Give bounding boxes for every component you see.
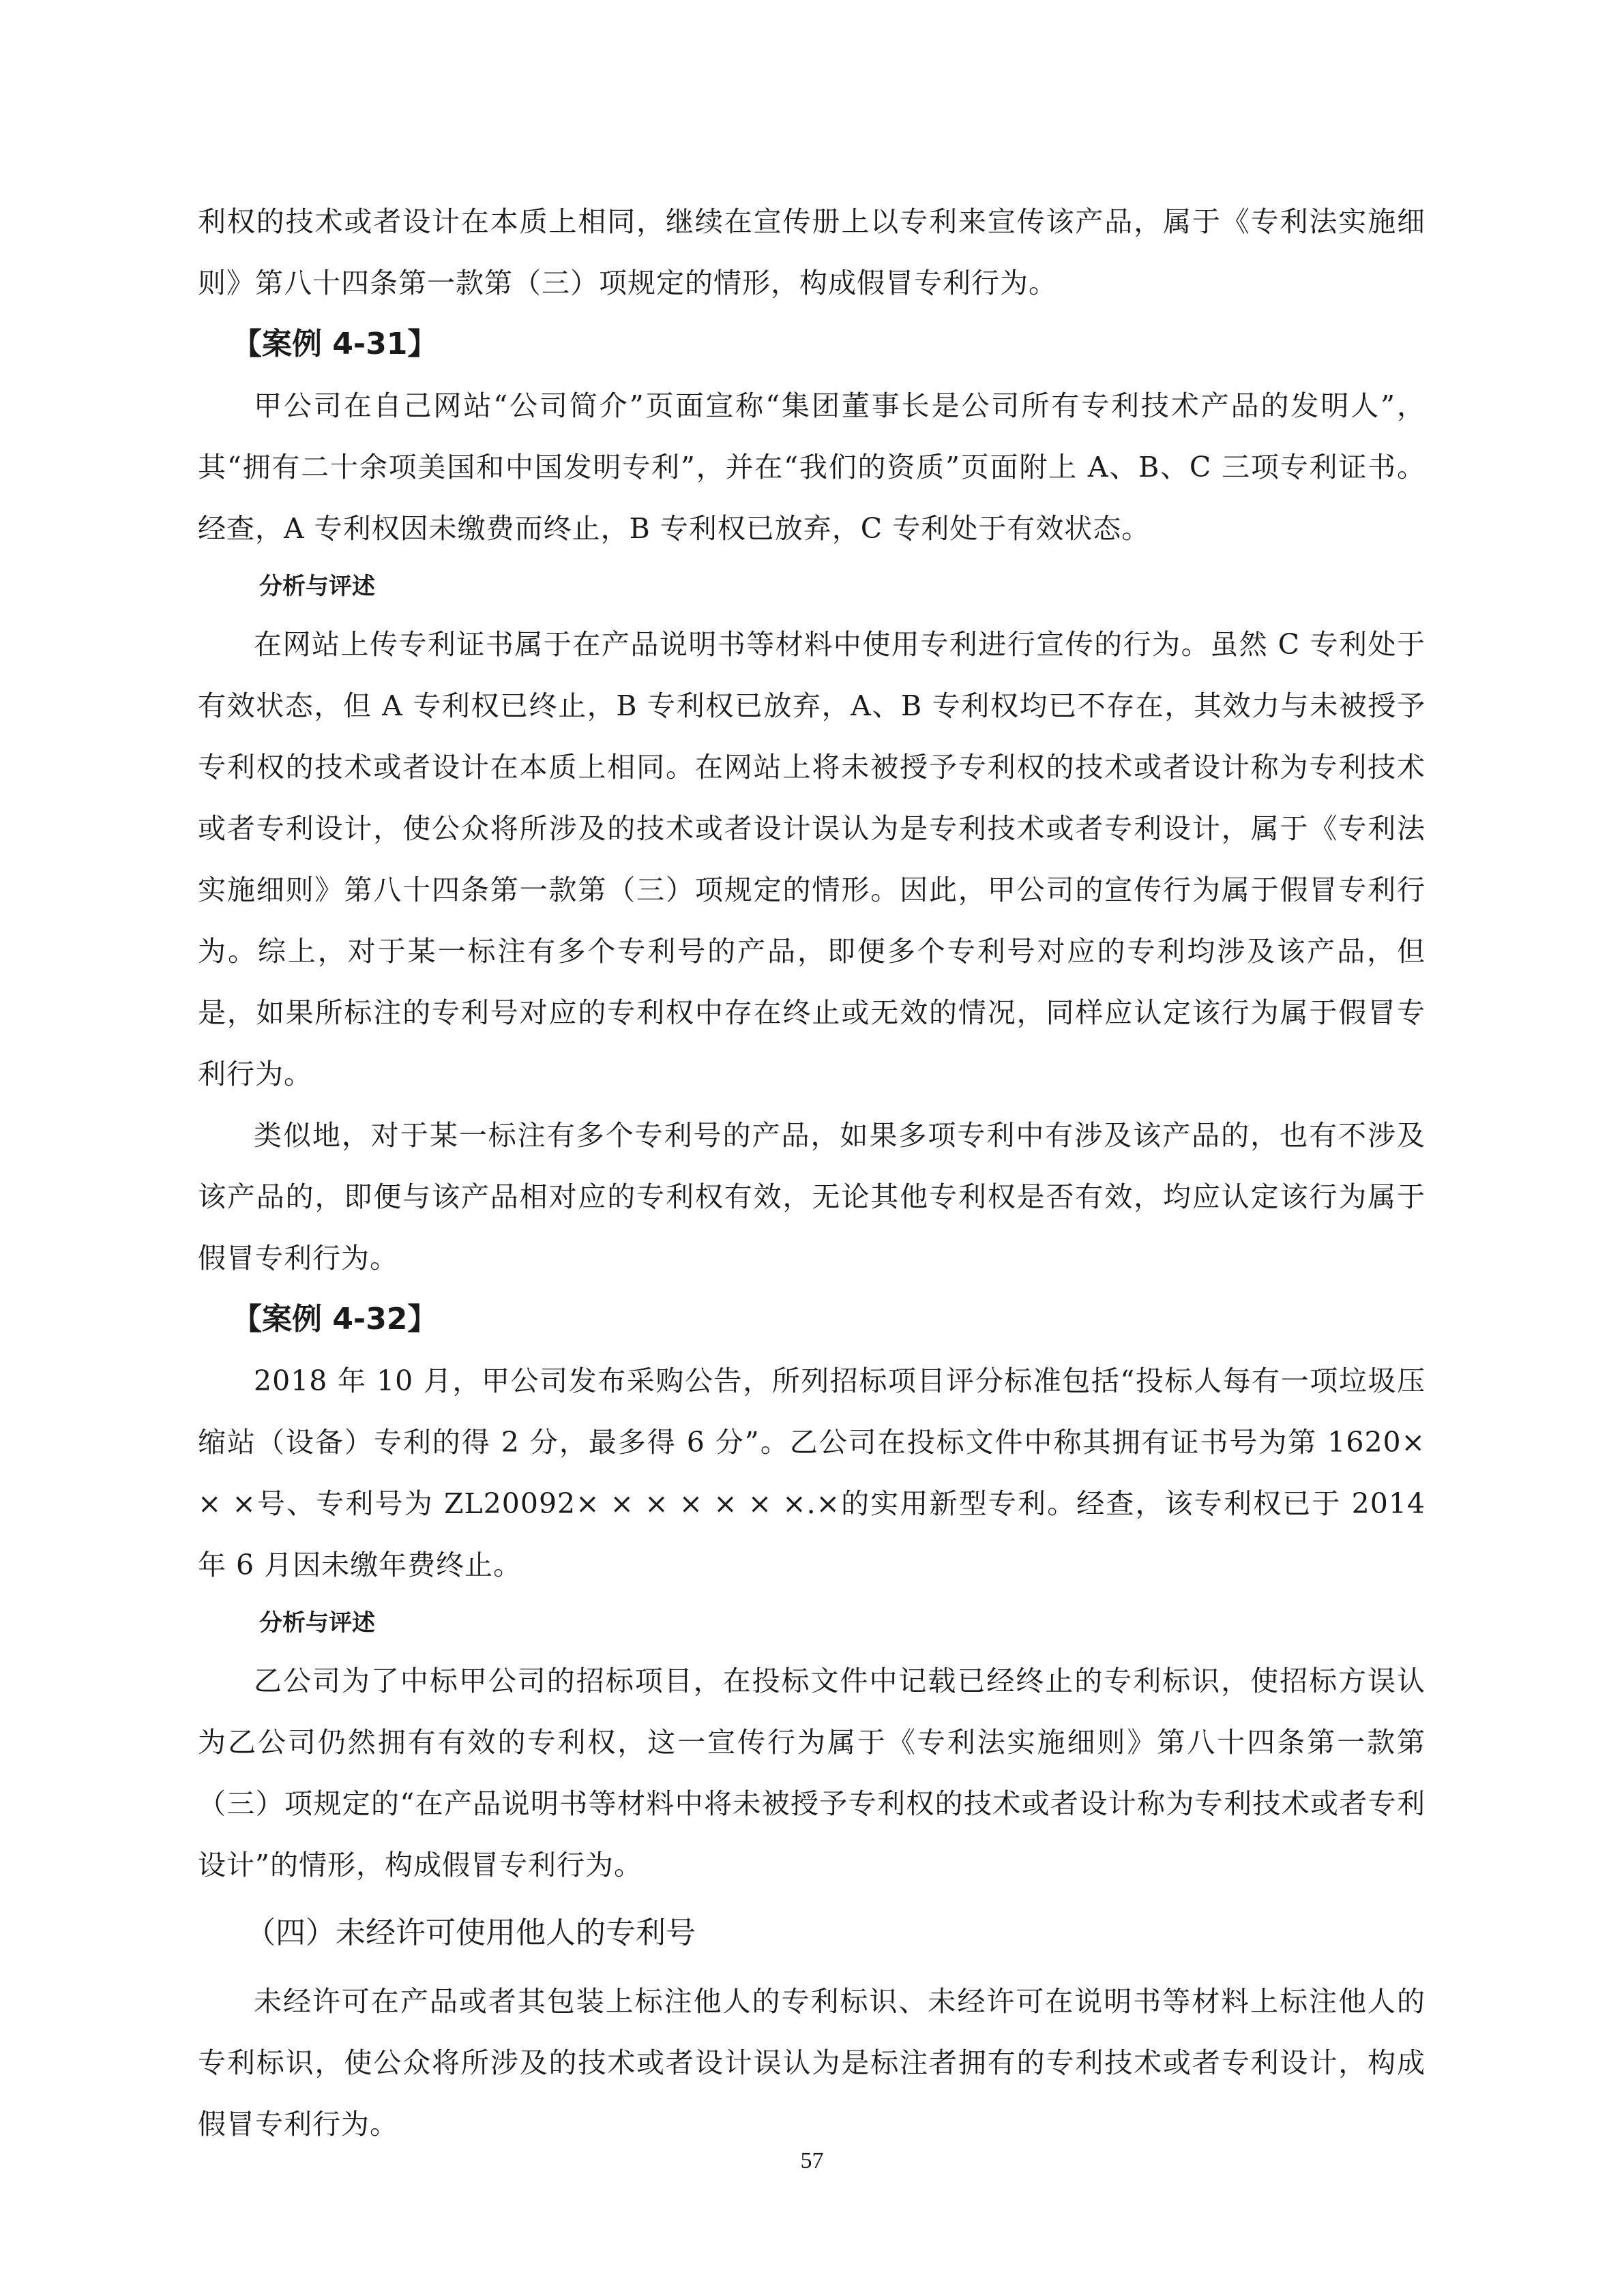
case-4-31-analysis-heading: 分析与评述 bbox=[259, 573, 375, 600]
case-4-31-analysis-paragraph-1: 在网站上传专利证书属于在产品说明书等材料中使用专利进行宣传的行为。虽然 C 专利处于有效状态，但 A 专利权已终止，B 专利权已放弃，A、B 专利权均已不存在，其效力与未被授予专利权的技术或者设计在本质上相同。在网站上将未被授予专利权的技术或者设计称为专利技术或者专利设计，使公众将所涉及的技术或者设计误认为是专利技术或者专利设计，属于《专利法实施细则》第八十四条第一款第（三）项规定的情形。因此，甲公司的宣传行为属于假冒专利行为。综上，对于某一标注有多个专利号的产品，即便多个专利号对应的专利均涉及该产品，但是，如果所标注的专利号对应的专利权中存在终止或无效的情况，同样应认定该行为属于假冒专利行为。 bbox=[198, 628, 1426, 1090]
case-4-31-title: 【案例 4-31】 bbox=[232, 327, 438, 361]
page-body bbox=[198, 191, 1426, 2155]
case-4-31-analysis-paragraph-2: 类似地，对于某一标注有多个专利号的产品，如果多项专利中有涉及该产品的，也有不涉及该产品的，即便与该产品相对应的专利权有效，无论其他专利权是否有效，均应认定该行为属于假冒专利行为。 bbox=[198, 1119, 1426, 1274]
case-4-32-title: 【案例 4-32】 bbox=[232, 1302, 438, 1337]
section-4-body: 未经许可在产品或者其包装上标注他人的专利标识、未经许可在说明书等材料上标注他人的专利标识，使公众将所涉及的技术或者设计误认为是标注者拥有的专利技术或者专利设计，构成假冒专利行为。 bbox=[198, 1985, 1426, 2141]
section-4-title: （四）未经许可使用他人的专利号 bbox=[246, 1915, 696, 1950]
case-4-32-analysis-heading: 分析与评述 bbox=[259, 1609, 375, 1637]
page-number: 57 bbox=[800, 2148, 824, 2173]
intro-paragraph: 利权的技术或者设计在本质上相同，继续在宣传册上以专利来宣传该产品，属于《专利法实施细则》第八十四条第一款第（三）项规定的情形，构成假冒专利行为。 bbox=[198, 205, 1426, 299]
case-4-31-body: 甲公司在自己网站“公司简介”页面宣称“集团董事长是公司所有专利技术产品的发明人”，其“拥有二十余项美国和中国发明专利”，并在“我们的资质”页面附上 A、B、C 三项专利证书。经查，A 专利权因未缴费而终止，B 专利权已放弃，C 专利处于有效状态。 bbox=[198, 389, 1426, 545]
case-4-32-body: 2018 年 10 月，甲公司发布采购公告，所列招标项目评分标准包括“投标人每有一项垃圾压缩站（设备）专利的得 2 分，最多得 6 分”。乙公司在投标文件中称其拥有证书号为第 1620× × ×号、专利号为 ZL20092× × × × × × ×.×的实用新型专利。经查，该专利权已于 2014 年 6 月因未缴年费终止。 bbox=[198, 1365, 1426, 1581]
case-4-32-analysis-paragraph: 乙公司为了中标甲公司的招标项目，在投标文件中记载已经终止的专利标识，使招标方误认为乙公司仍然拥有有效的专利权，这一宣传行为属于《专利法实施细则》第八十四条第一款第（三）项规定的“在产品说明书等材料中将未被授予专利权的技术或者设计称为专利技术或者专利设计”的情形，构成假冒专利行为。 bbox=[198, 1665, 1426, 1881]
